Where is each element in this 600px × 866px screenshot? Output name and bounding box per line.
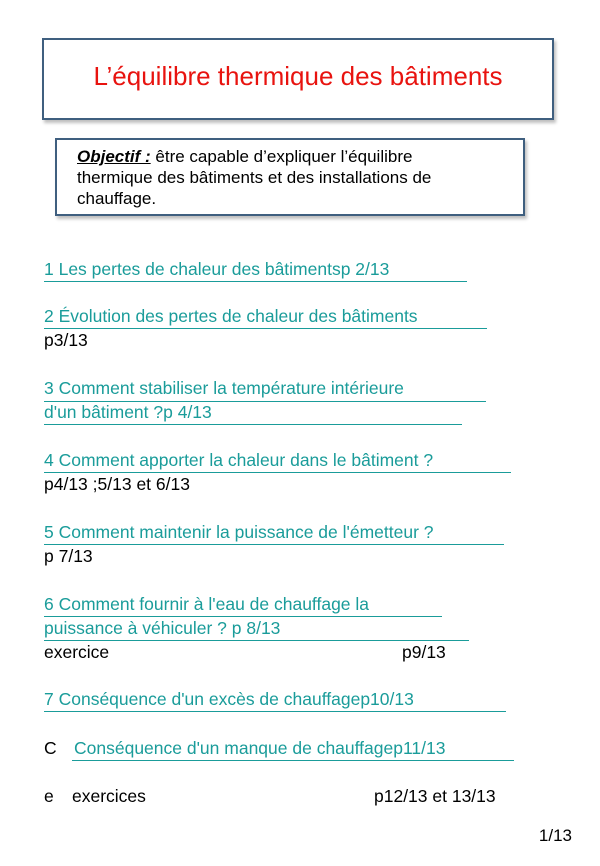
toc-entry-4[interactable]: 4 Comment apporter la chaleur dans le bâtiment ?	[44, 450, 434, 470]
objective-line-2: thermique des bâtiments et des installations de	[77, 168, 432, 187]
toc-entry-8[interactable]: Conséquence d'un manque de chauffagep11/13	[74, 738, 446, 758]
toc-entry-9-page: p12/13 et 13/13	[374, 786, 496, 806]
toc-entry-6-cont[interactable]: puissance à véhiculer ? p 8/13	[44, 618, 281, 638]
toc-entry-6-exercise: exercice	[44, 642, 110, 662]
toc-underline	[44, 711, 506, 712]
toc-underline	[72, 760, 514, 761]
toc-entry-9-label: exercices	[72, 786, 146, 806]
toc-entry-8-letter: C	[44, 738, 57, 758]
toc-underline	[44, 281, 467, 282]
objective-line-3: chauffage.	[77, 189, 157, 208]
toc-underline	[44, 328, 487, 329]
toc-entry-9-letter: e	[44, 786, 54, 806]
toc-entry-6-exercise-page: p9/13	[402, 642, 446, 662]
toc-underline	[44, 544, 504, 545]
toc-entry-5-page: p 7/13	[44, 546, 93, 566]
toc-entry-7[interactable]: 7 Conséquence d'un excès de chauffagep10/13	[44, 689, 414, 709]
toc-entry-3-cont[interactable]: d'un bâtiment ?p 4/13	[44, 402, 212, 422]
objective-line-1: Objectif : être capable d’expliquer l’équilibre	[77, 147, 413, 166]
objective-box	[55, 138, 525, 216]
toc-entry-4-page: p4/13 ;5/13 et 6/13	[44, 474, 190, 494]
toc-entry-5[interactable]: 5 Comment maintenir la puissance de l'émetteur ?	[44, 522, 434, 542]
toc-entry-1[interactable]: 1 Les pertes de chaleur des bâtimentsp 2/13	[44, 259, 390, 279]
objective-label: Objectif :	[77, 147, 151, 166]
page-number: 1/13	[538, 826, 572, 845]
toc-underline	[44, 424, 462, 425]
title-box	[42, 38, 554, 120]
toc-entry-6[interactable]: 6 Comment fournir à l'eau de chauffage la	[44, 594, 370, 614]
toc-entry-3[interactable]: 3 Comment stabiliser la température intérieure	[44, 378, 404, 398]
toc-entry-2-page: p3/13	[44, 330, 88, 350]
page-title: L’équilibre thermique des bâtiments	[93, 60, 503, 91]
toc-entry-2[interactable]: 2 Évolution des pertes de chaleur des bâtiments	[44, 306, 418, 326]
